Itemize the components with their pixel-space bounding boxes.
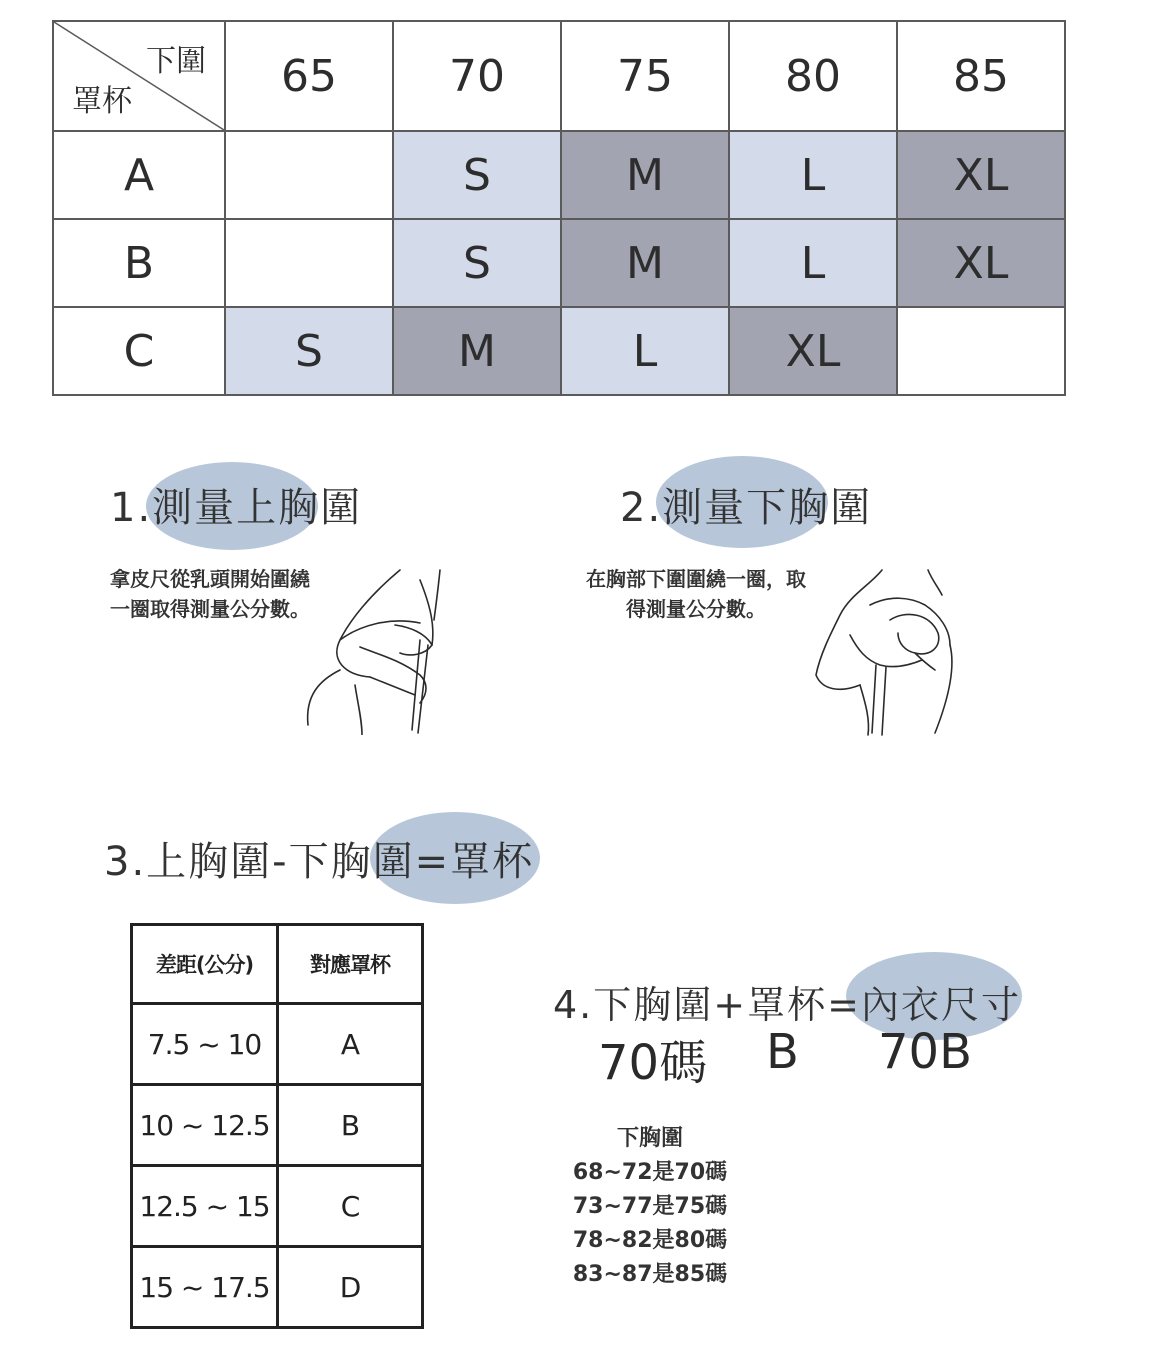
example-band: 70碼 bbox=[598, 1035, 708, 1091]
size-chart-header-row bbox=[53, 21, 1065, 131]
step3-number: 3. bbox=[104, 839, 147, 885]
band-header: 70 bbox=[393, 21, 561, 131]
size-cell bbox=[225, 131, 393, 219]
cup-table-header-row bbox=[132, 925, 423, 1004]
example-cup: B bbox=[766, 1024, 799, 1080]
size-chart-row-c bbox=[53, 307, 1065, 395]
difference-range: 7.5 ~ 10 bbox=[132, 1004, 278, 1085]
band-range-list bbox=[560, 1122, 740, 1292]
difference-range: 12.5 ~ 15 bbox=[132, 1166, 278, 1247]
step1-title: 測量上胸圍 bbox=[152, 485, 363, 531]
cup-table-row bbox=[132, 1247, 423, 1328]
size-cell: L bbox=[729, 219, 897, 307]
size-chart-corner-cell bbox=[53, 21, 225, 131]
cup-label: A bbox=[53, 131, 225, 219]
band-range-line: 78~82是80碼 bbox=[572, 1228, 728, 1253]
size-chart-row-a bbox=[53, 131, 1065, 219]
cup-value: D bbox=[278, 1247, 423, 1328]
step1-desc-line: 一圈取得測量公分數。 bbox=[110, 597, 310, 621]
underbust-measuring-illustration bbox=[810, 565, 970, 737]
band-range-line: 83~87是85碼 bbox=[572, 1262, 728, 1287]
size-cell: M bbox=[561, 219, 729, 307]
size-cell: XL bbox=[897, 131, 1065, 219]
size-cell: L bbox=[729, 131, 897, 219]
size-chart-row-b bbox=[53, 219, 1065, 307]
example-size: 70B bbox=[878, 1024, 973, 1080]
step4-text: 下胸圍+罩杯=內衣尺寸 bbox=[593, 983, 1021, 1027]
corner-cup-label: 罩杯 bbox=[72, 84, 132, 119]
band-header: 75 bbox=[561, 21, 729, 131]
difference-range: 10 ~ 12.5 bbox=[132, 1085, 278, 1166]
size-cell: M bbox=[561, 131, 729, 219]
size-cell: M bbox=[393, 307, 561, 395]
difference-range: 15 ~ 17.5 bbox=[132, 1247, 278, 1328]
band-range-title: 下胸圍 bbox=[616, 1126, 683, 1151]
step2-description bbox=[578, 564, 814, 624]
cup-label: B bbox=[53, 219, 225, 307]
band-range-line: 68~72是70碼 bbox=[572, 1160, 728, 1185]
step3-text: 上胸圍-下胸圍=罩杯 bbox=[146, 839, 535, 885]
cup-value: C bbox=[278, 1166, 423, 1247]
size-cell bbox=[225, 219, 393, 307]
cup-table-header-diff: 差距(公分) bbox=[132, 925, 278, 1004]
step1-description bbox=[110, 564, 310, 624]
step2-title: 測量下胸圍 bbox=[662, 485, 873, 531]
size-cell: XL bbox=[897, 219, 1065, 307]
cup-table-row bbox=[132, 1085, 423, 1166]
step4-heading bbox=[553, 974, 1021, 1029]
step1-number: 1. bbox=[110, 485, 153, 531]
band-header: 85 bbox=[897, 21, 1065, 131]
step3-heading bbox=[104, 830, 534, 887]
step2-heading bbox=[620, 476, 872, 533]
size-cell: S bbox=[225, 307, 393, 395]
step1-heading bbox=[110, 476, 362, 533]
step4-number: 4. bbox=[553, 983, 594, 1027]
cup-value: A bbox=[278, 1004, 423, 1085]
corner-band-label: 下圍 bbox=[146, 44, 206, 79]
step2-number: 2. bbox=[620, 485, 663, 531]
size-chart-table bbox=[52, 20, 1066, 396]
size-cell: S bbox=[393, 131, 561, 219]
size-cell: L bbox=[561, 307, 729, 395]
step2-desc-line: 得測量公分數。 bbox=[626, 597, 766, 621]
cup-table-header-cup: 對應罩杯 bbox=[278, 925, 423, 1004]
size-cell: XL bbox=[729, 307, 897, 395]
size-cell bbox=[897, 307, 1065, 395]
cup-label: C bbox=[53, 307, 225, 395]
cup-value: B bbox=[278, 1085, 423, 1166]
band-header: 80 bbox=[729, 21, 897, 131]
step2-desc-line: 在胸部下圍圍繞一圈，取 bbox=[586, 567, 806, 591]
band-header: 65 bbox=[225, 21, 393, 131]
cup-difference-table bbox=[130, 923, 424, 1329]
cup-table-row bbox=[132, 1166, 423, 1247]
size-cell: S bbox=[393, 219, 561, 307]
step1-desc-line: 拿皮尺從乳頭開始圍繞 bbox=[110, 567, 310, 591]
cup-table-row bbox=[132, 1004, 423, 1085]
band-range-line: 73~77是75碼 bbox=[572, 1194, 728, 1219]
upper-bust-measuring-illustration bbox=[300, 565, 460, 735]
